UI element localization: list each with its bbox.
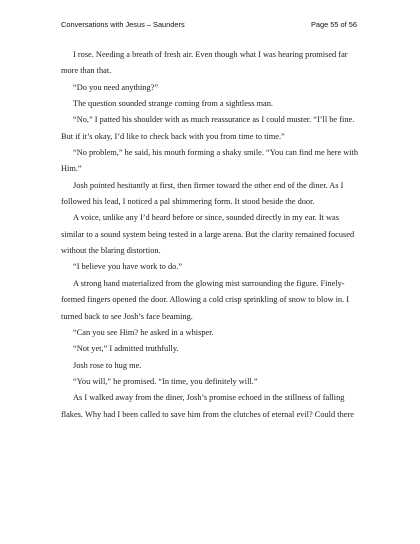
text-line: similar to a sound system being tested in a large arena. But the clarity remained focused [61, 229, 355, 239]
text-line: Him.” [61, 164, 82, 174]
text-line: “I believe you have work to do.” [73, 262, 183, 272]
page-header [61, 20, 357, 30]
header-title: Conversations with Jesus – Saunders [61, 20, 185, 29]
text-line: As I walked away from the diner, Josh’s promise echoed in the stillness of falling [73, 393, 345, 403]
text-line: “Can you see Him? he asked in a whisper. [73, 327, 214, 337]
text-line: I rose. Needing a breath of fresh air. Even though what I was hearing promised far [73, 50, 348, 59]
text-line: A strong hand materialized from the glowing mist surrounding the figure. Finely- [73, 278, 345, 288]
text-line: A voice, unlike any I’d heard before or since, sounded directly in my ear. It was [73, 213, 339, 223]
page-number: Page 55 of 56 [310, 20, 357, 29]
text-line: formed fingers opened the door. Allowing a cold crisp sprinkling of snow to blow in. I [61, 295, 350, 305]
text-line: more than that. [61, 66, 112, 76]
text-line: “Not yet,” I admitted truthfully. [73, 344, 179, 354]
text-line: Josh rose to hug me. [73, 360, 142, 370]
text-line: followed his lead, I noticed a pal shimmering form. It stood beside the door. [61, 197, 315, 207]
text-line: “No,” I patted his shoulder with as much reassurance as I could muster. “I’ll be fine. [73, 115, 355, 125]
text-line: “Do you need anything?” [73, 82, 159, 92]
text-line: “No problem,” he said, his mouth forming a shaky smile. “You can find me here with [73, 148, 359, 158]
text-line: Josh pointed hesitantly at first, then firmer toward the other end of the diner. As I [73, 180, 344, 190]
text-line: flakes. Why had I been called to save him from the clutches of eternal evil? Could there [61, 409, 354, 419]
text-line: But if it’s okay, I’d like to check back with you from time to time.” [61, 131, 285, 141]
text-line: “You will,” he promised. “In time, you definitely will.” [73, 376, 258, 386]
text-line: turned back to see Josh’s face beaming. [61, 311, 193, 321]
text-line: without the blaring distortion. [61, 246, 161, 256]
text-line: The question sounded strange coming from a sightless man. [73, 99, 273, 109]
body-text [61, 47, 359, 423]
